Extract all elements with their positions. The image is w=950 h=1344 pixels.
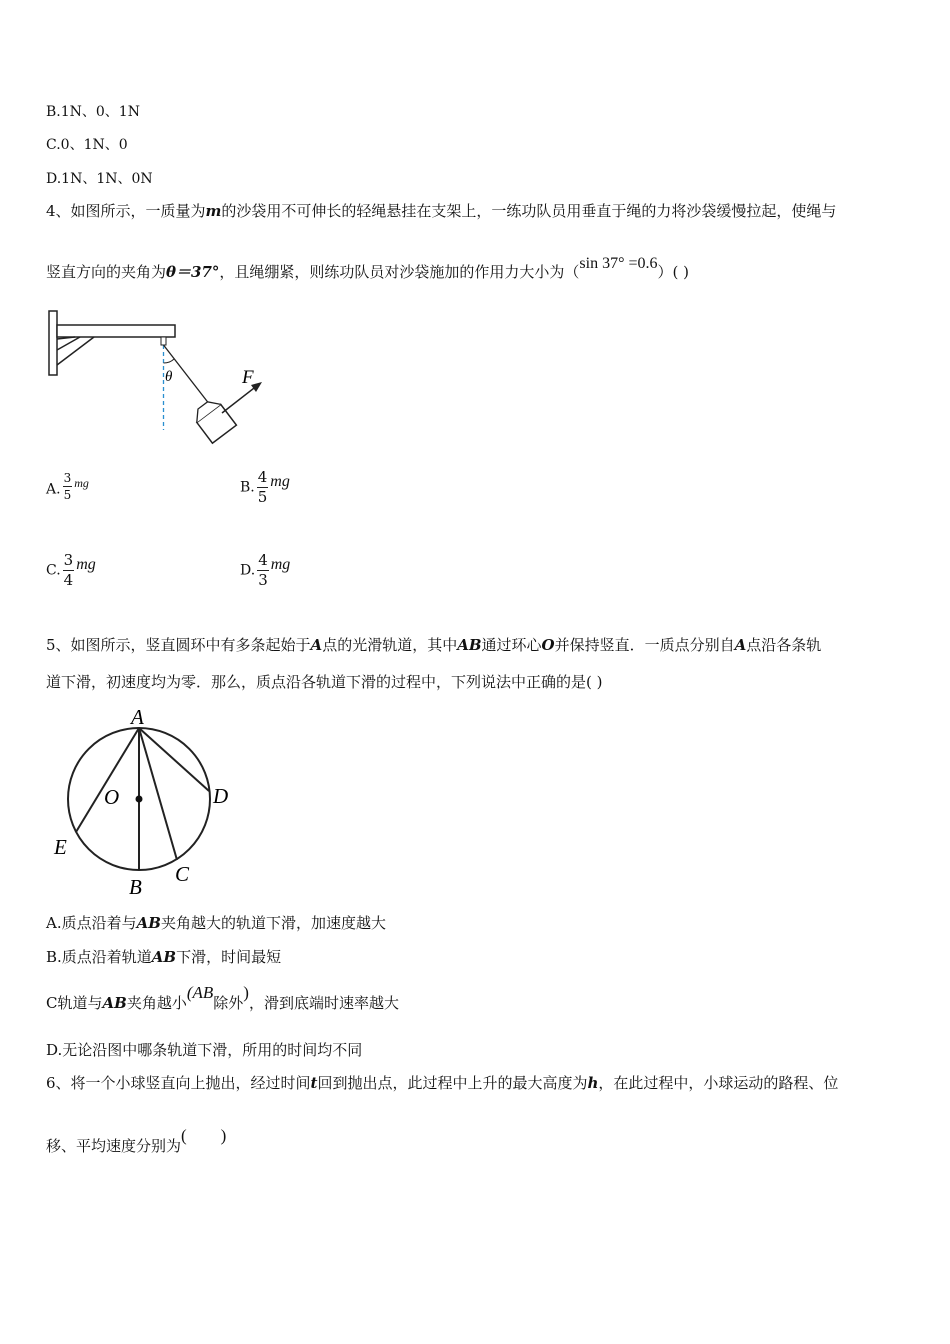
q5-circle-figure — [40, 700, 260, 900]
label-d: D — [213, 784, 229, 808]
theta-label: θ — [165, 369, 173, 385]
q5-option-c: C轨道与AB夹角越小(AB除外)，滑到底端时速率越大 — [46, 983, 399, 1012]
support-arm — [57, 325, 175, 337]
q6-text-line1: 6、将一个小球竖直向上抛出，经过时间t回到抛出点，此过程中上升的最大高度为h，在此过程中，小球运动的路程、位 — [46, 1074, 839, 1092]
q4-option-a: A. $\frac{3}{5}$ mg — [46, 471, 89, 502]
q5-text-line1: 5、如图所示，竖直圆环中有多条起始于A点的光滑轨道，其中AB通过环心O并保持竖直．一质点分别自A点沿各条轨 — [46, 636, 822, 654]
q5-text-line2: 道下滑，初速度均为零．那么，质点沿各轨道下滑的过程中，下列说法中正确的是( ) — [46, 673, 603, 691]
q4-option-b: B. $\frac{4}{5}$ mg — [240, 468, 290, 506]
q6-text-line2: 移、平均速度分别为( ) — [46, 1126, 227, 1155]
center-point — [136, 796, 143, 803]
label-b: B — [129, 875, 142, 899]
sin-condition: sin 37° =0.6 — [579, 255, 658, 272]
sandbag — [191, 396, 237, 443]
q3-option-b: B.1N、0、1N — [46, 104, 140, 120]
force-arrow — [222, 385, 258, 413]
q4-text-line1: 4、如图所示，一质量为m的沙袋用不可伸长的轻绳悬挂在支架上，一练功队员用垂直于绳的力将沙袋缓慢拉起，使绳与 — [46, 202, 837, 220]
q3-option-c: C.0、1N、0 — [46, 137, 128, 153]
label-e: E — [54, 835, 67, 859]
track-ac — [139, 728, 177, 860]
track-ae — [76, 728, 139, 832]
force-label: F — [242, 367, 254, 388]
label-o: O — [104, 785, 120, 809]
q4-text-line2: 竖直方向的夹角为θ＝37°，且绳绷紧，则练功队员对沙袋施加的作用力大小为（sin 37° =0.6）( ) — [46, 255, 689, 281]
q5-option-a: A.质点沿着与AB夹角越大的轨道下滑，加速度越大 — [46, 914, 386, 932]
q4-option-c: C. $\frac{3}{4}$ mg — [46, 551, 96, 589]
q5-option-d: D.无论沿图中哪条轨道下滑，所用的时间均不同 — [46, 1041, 363, 1059]
q3-option-d: D.1N、1N、0N — [46, 171, 153, 187]
wall — [49, 311, 57, 375]
q4-figure — [40, 305, 280, 455]
label-a: A — [131, 705, 144, 729]
q5-option-b: B.质点沿着轨道AB下滑，时间最短 — [46, 948, 282, 966]
label-c: C — [175, 862, 190, 886]
q4-option-d: D. $\frac{4}{3}$ mg — [240, 551, 291, 589]
